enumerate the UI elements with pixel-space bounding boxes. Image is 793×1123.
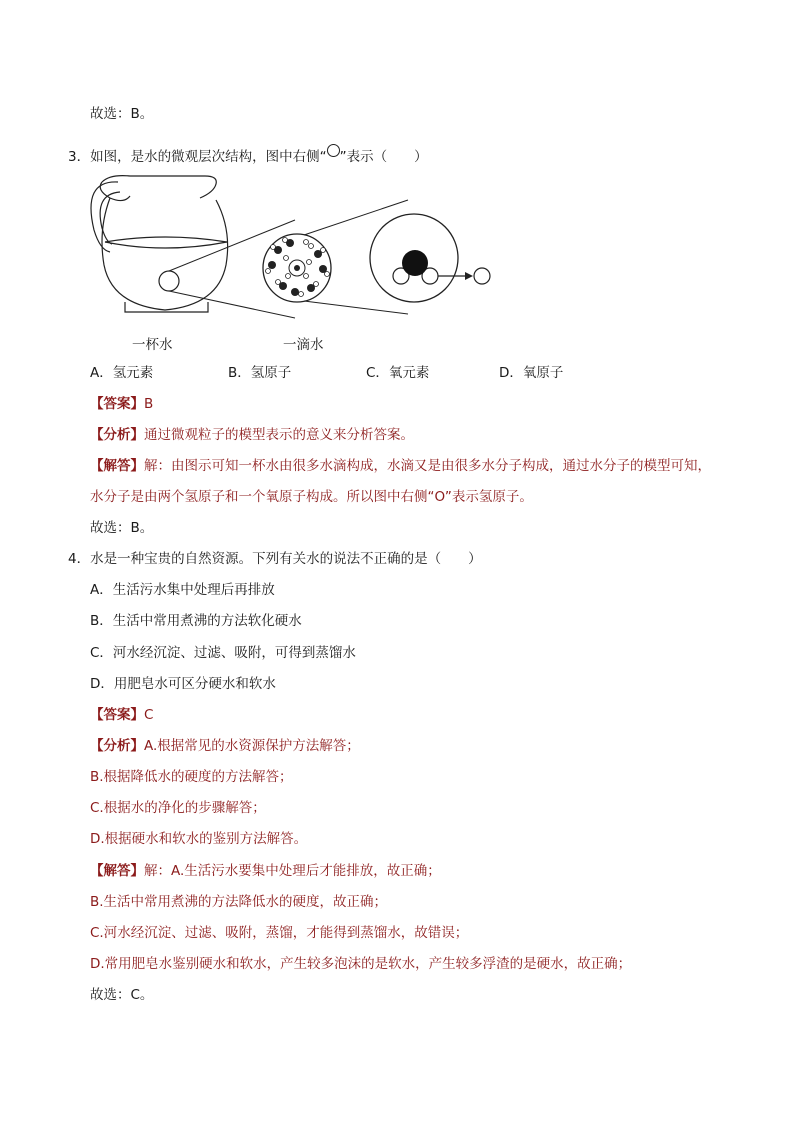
circle-symbol-icon: [327, 144, 340, 157]
answer-tag: 【答案】: [90, 396, 144, 412]
q3-solution-line2: 水分子是由两个氢原子和一个氧原子构成。所以图中右侧“O”表示氢原子。: [90, 489, 533, 505]
q4-option-d: D．用肥皂水可区分硬水和软水: [90, 676, 276, 692]
q4-stem: 4．水是一种宝贵的自然资源。下列有关水的说法不正确的是（ ）: [68, 551, 482, 567]
q4-solution-a: [90, 862, 441, 880]
q4-solution-b: B.生活中常用煮沸的方法降低水的硬度，故正确；: [90, 894, 388, 910]
pitcher-icon: [91, 176, 228, 312]
analysis-text: A.根据常见的水资源保护方法解答；: [144, 738, 360, 754]
q3-stem-after: ”表示（ ）: [339, 149, 428, 165]
solution-text: 解：由图示可知一杯水由很多水滴构成，水滴又是由很多水分子构成，通过水分子的模型可知，: [144, 458, 711, 474]
q3-answer: [90, 395, 153, 413]
q3-analysis: [90, 426, 414, 444]
q3-option-c: C．氧元素: [366, 365, 430, 381]
q3-stem-before: 3．如图，是水的微观层次结构，图中右侧“: [68, 149, 327, 165]
q4-analysis-c: C.根据水的净化的步骤解答；: [90, 800, 266, 816]
answer-value: B: [144, 396, 154, 412]
q4-analysis-d: D.根据硬水和软水的鉴别方法解答。: [90, 831, 308, 847]
answer-tag: 【答案】: [90, 707, 144, 723]
analysis-tag: 【分析】: [90, 738, 144, 754]
analysis-text: 通过微观粒子的模型表示的意义来分析答案。: [144, 427, 414, 443]
solution-text: 解：A.生活污水要集中处理后才能排放，故正确；: [144, 863, 441, 879]
q3-option-b: B．氢原子: [228, 365, 292, 381]
q4-option-a: A．生活污水集中处理后再排放: [90, 582, 275, 598]
solution-tag: 【解答】: [90, 863, 144, 879]
hydrogen-atom-circle: [474, 268, 490, 284]
q4-answer: [90, 706, 153, 724]
q4-conclusion: 故选：C。: [90, 987, 154, 1003]
drop-sample-circle: [159, 271, 179, 291]
q4-option-b: B．生活中常用煮沸的方法软化硬水: [90, 613, 302, 629]
q4-solution-c: C.河水经沉淀、过滤、吸附，蒸馏，才能得到蒸馏水，故错误；: [90, 925, 469, 941]
q3-option-a: A．氢元素: [90, 365, 154, 381]
water-structure-figure: [90, 170, 510, 320]
q4-analysis-a: [90, 737, 360, 755]
q3-solution-line1: [90, 457, 711, 475]
q3-option-d: D．氧原子: [499, 365, 564, 381]
solution-tag: 【解答】: [90, 458, 144, 474]
label-drop-of-water: 一滴水: [283, 337, 324, 353]
q4-option-c: C．河水经沉淀、过滤、吸附，可得到蒸馏水: [90, 645, 356, 661]
q3-stem: [68, 144, 428, 166]
q3-conclusion: 故选：B。: [90, 520, 154, 536]
q2-conclusion: 故选：B。: [90, 106, 154, 122]
answer-value: C: [144, 707, 154, 723]
q4-analysis-b: B.根据降低水的硬度的方法解答；: [90, 769, 293, 785]
q4-solution-d: D.常用肥皂水鉴别硬水和软水，产生较多泡沫的是软水，产生较多浮渣的是硬水，故正确；: [90, 956, 632, 972]
label-cup-of-water: 一杯水: [132, 337, 173, 353]
analysis-tag: 【分析】: [90, 427, 144, 443]
